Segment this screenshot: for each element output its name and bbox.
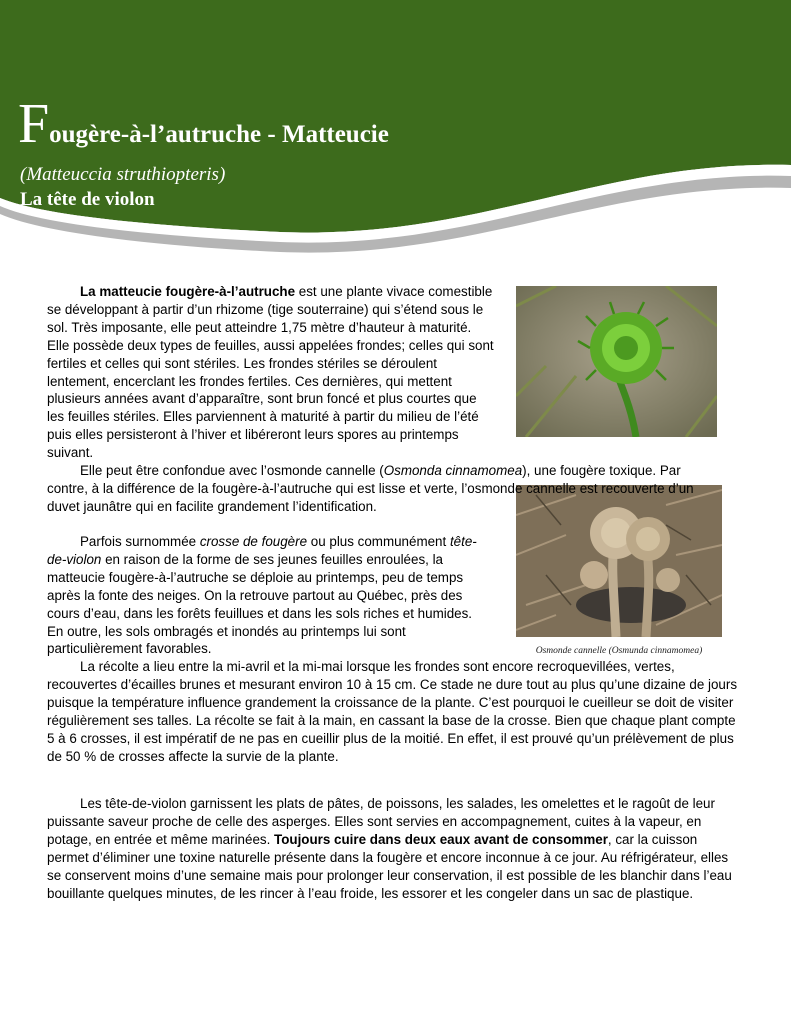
photo-caption: Osmonde cannelle (Osmunda cinnamomea): [535, 646, 703, 656]
paragraph-cooking: [47, 795, 739, 902]
paragraph-text: , car la cuisson permet d’éliminer une toxine naturelle présente dans la fougère et encore inconnue à ce jour. Au réfrigérateur, elles se conservent moins d’une semaine mais pour prolonger leur conservation, il est possible de les blanchir dans l’eau bouillante quelques minutes, de les rincer à l’eau froide, les essorer et les congeler dans un sac de plastique.: [47, 831, 732, 901]
paragraph-text: est une plante vivace comestible se développant à partir d’un rhizome (tige souterraine) qui s’étend sous le sol. Très imposante, elle peut atteindre 1,75 mètre d’hauteur à maturité. Elle possède deux types de feuilles, aussi appelées frondes; celles qui sont fertiles et celles qui sont stériles. Les frondes stériles se déroulent lentement, encerclant les frondes fertiles. Ces dernières, qui mettent plusieurs années avant d’apparaître, sont brun foncé et plus courtes que les feuilles stériles. Elles parviennent à maturité à partir du milieu de l’été puis elles persisteront à l’hiver et libéreront leurs spores au printemps suivant.: [47, 284, 494, 461]
nickname-italic: tête-de-violon: [47, 534, 477, 567]
paragraph-text: en raison de la forme de ses jeunes feuilles enroulées, la matteucie fougère-à-l’autruche se déploie au printemps, peu de temps après la fonte des neiges. On la retrouve partout au Québec, près des cours d’eau, dans les forêts feuillues et dans les sols riches et humides. En outre, les sols ombragés et inondés au printemps lui sont particulièrement favorables.: [47, 551, 473, 657]
paragraph-text: ), une fougère toxique. Par contre, à la différence de la fougère-à-l’autruche qui est lisse et verte, l’osmonde cannelle est recouverte d’un duvet jaunâtre qui en facilite grandement l’identification.: [47, 463, 694, 514]
paragraph-confusion: [47, 462, 719, 516]
fiddlehead-photo: [516, 286, 717, 437]
paragraph-harvest: [47, 658, 739, 765]
page-subtitle: La tête de violon: [20, 189, 155, 210]
paragraph-text: Les tête-de-violon garnissent les plats de pâtes, de poissons, les salades, les omelettes et le ragoût de leur puissante saveur proche de celle des asperges. Elles sont servies en accompagnement, cuites à la vapeur, en potage, en entrée et même marinées.: [47, 796, 715, 847]
header-banner: [0, 0, 791, 260]
paragraph-text: La récolte a lieu entre la mi-avril et la mi-mai lorsque les frondes sont encore recroquevillées, vertes, recouvertes d’écailles brunes et mesurant environ 10 à 15 cm. Ce stade ne dure tout au plus qu’une dizaine de jours puisque la température influence grandement la croissance de la plante. C’est pourquoi le cueilleur se doit de visiter régulièrement ses talles. La récolte se fait à la main, en cassant la base de la crosse. Bien que chaque plant compte 5 à 6 crosses, il est impératif de ne pas en cueillir plus de la moitié. En effet, il est prouvé qu’un prélèvement de plus de 50 % de crosses affecte la survie de la plante.: [47, 659, 738, 764]
cooking-warning-bold: Toujours cuire dans deux eaux avant de consommer: [274, 831, 608, 847]
paragraph-text: Elle peut être confondue avec l’osmonde cannelle (: [80, 463, 384, 478]
paragraph-text: ou plus communément: [307, 534, 450, 549]
fiddlehead-photo-icon: [516, 286, 717, 437]
paragraph-description: [47, 283, 497, 462]
title-dropcap: F: [18, 93, 50, 155]
toxic-species-name: Osmonda cinnamomea: [383, 463, 523, 478]
paragraph-habitat: [47, 533, 492, 658]
species-name-bold: La matteucie fougère-à-l’autruche: [80, 284, 296, 299]
latin-name: (Matteuccia struthiopteris): [20, 164, 226, 185]
paragraph-text: Parfois surnommée: [80, 534, 200, 549]
title-text: ougère-à-l’autruche - Matteucie: [49, 121, 389, 148]
nickname-italic: crosse de fougère: [199, 534, 308, 549]
page-title: [18, 93, 389, 155]
